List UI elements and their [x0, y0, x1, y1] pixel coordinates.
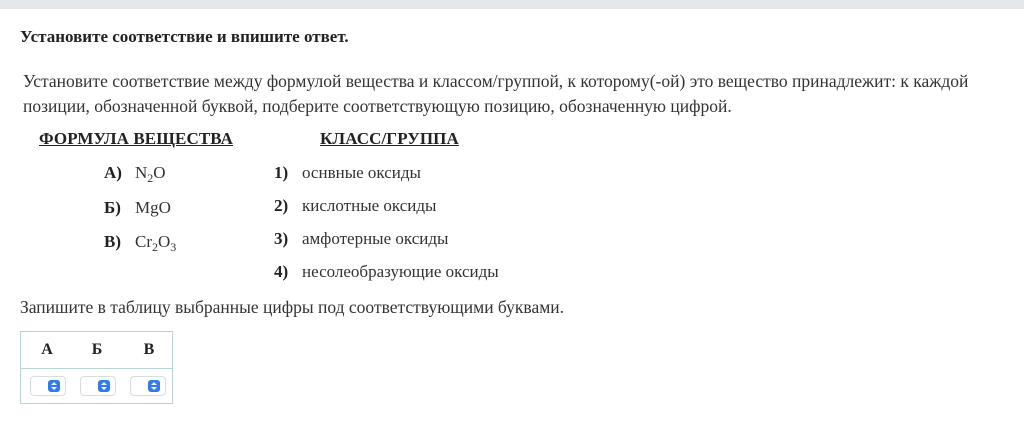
class-number: 4) — [274, 262, 289, 281]
chevron-updown-icon — [48, 380, 60, 392]
task-instruction: Установите соответствие между формулой вещества и классом/группой, к которому(-ой) это вещество принадлежит: к каждой позиции, обозначенной буквой, подберите соответствующую позицию, обозначенную цифрой. — [23, 71, 969, 116]
answer-header-b: Б — [91, 341, 103, 358]
formula-letter: А) — [104, 163, 122, 182]
answer-select-b[interactable] — [80, 376, 116, 396]
class-item-3 — [274, 229, 448, 249]
class-number: 1) — [274, 163, 289, 182]
class-number: 3) — [274, 229, 289, 248]
answer-header-v: В — [143, 341, 155, 358]
formula-text: $N_2O$ — [135, 163, 166, 185]
class-label: амфотерные оксиды — [302, 229, 449, 248]
formula-column-heading: ФОРМУЛА ВЕЩЕСТВА — [39, 129, 234, 148]
class-column-heading: КЛАСС/ГРУППА — [320, 129, 459, 148]
formula-text: $Cr_2O_3$ — [135, 232, 177, 254]
task-header: Установите соответствие и впишите ответ. — [20, 27, 349, 46]
formula-item-v — [104, 232, 176, 252]
answer-table-header-row — [21, 332, 172, 369]
formula-text: MgO — [135, 198, 171, 217]
answer-header-a: А — [41, 341, 53, 358]
class-item-2 — [274, 196, 436, 216]
answer-select-a[interactable] — [30, 376, 66, 396]
formula-item-b — [104, 198, 171, 218]
class-item-1 — [274, 163, 421, 183]
class-label: кислотные оксиды — [302, 196, 437, 215]
answer-select-v[interactable] — [130, 376, 166, 396]
formula-item-a — [104, 163, 166, 183]
formula-letter: В) — [104, 232, 121, 251]
chevron-updown-icon — [148, 380, 160, 392]
class-label: несолеобразующие оксиды — [302, 262, 499, 281]
formula-letter: Б) — [104, 198, 121, 217]
answer-table — [20, 331, 173, 404]
chevron-updown-icon — [98, 380, 110, 392]
class-number: 2) — [274, 196, 289, 215]
class-label: оснвные оксиды — [302, 163, 421, 182]
class-item-4 — [274, 262, 499, 282]
answer-prompt: Запишите в таблицу выбранные цифры под соответствующими буквами. — [20, 297, 565, 317]
top-bar — [0, 0, 1024, 9]
